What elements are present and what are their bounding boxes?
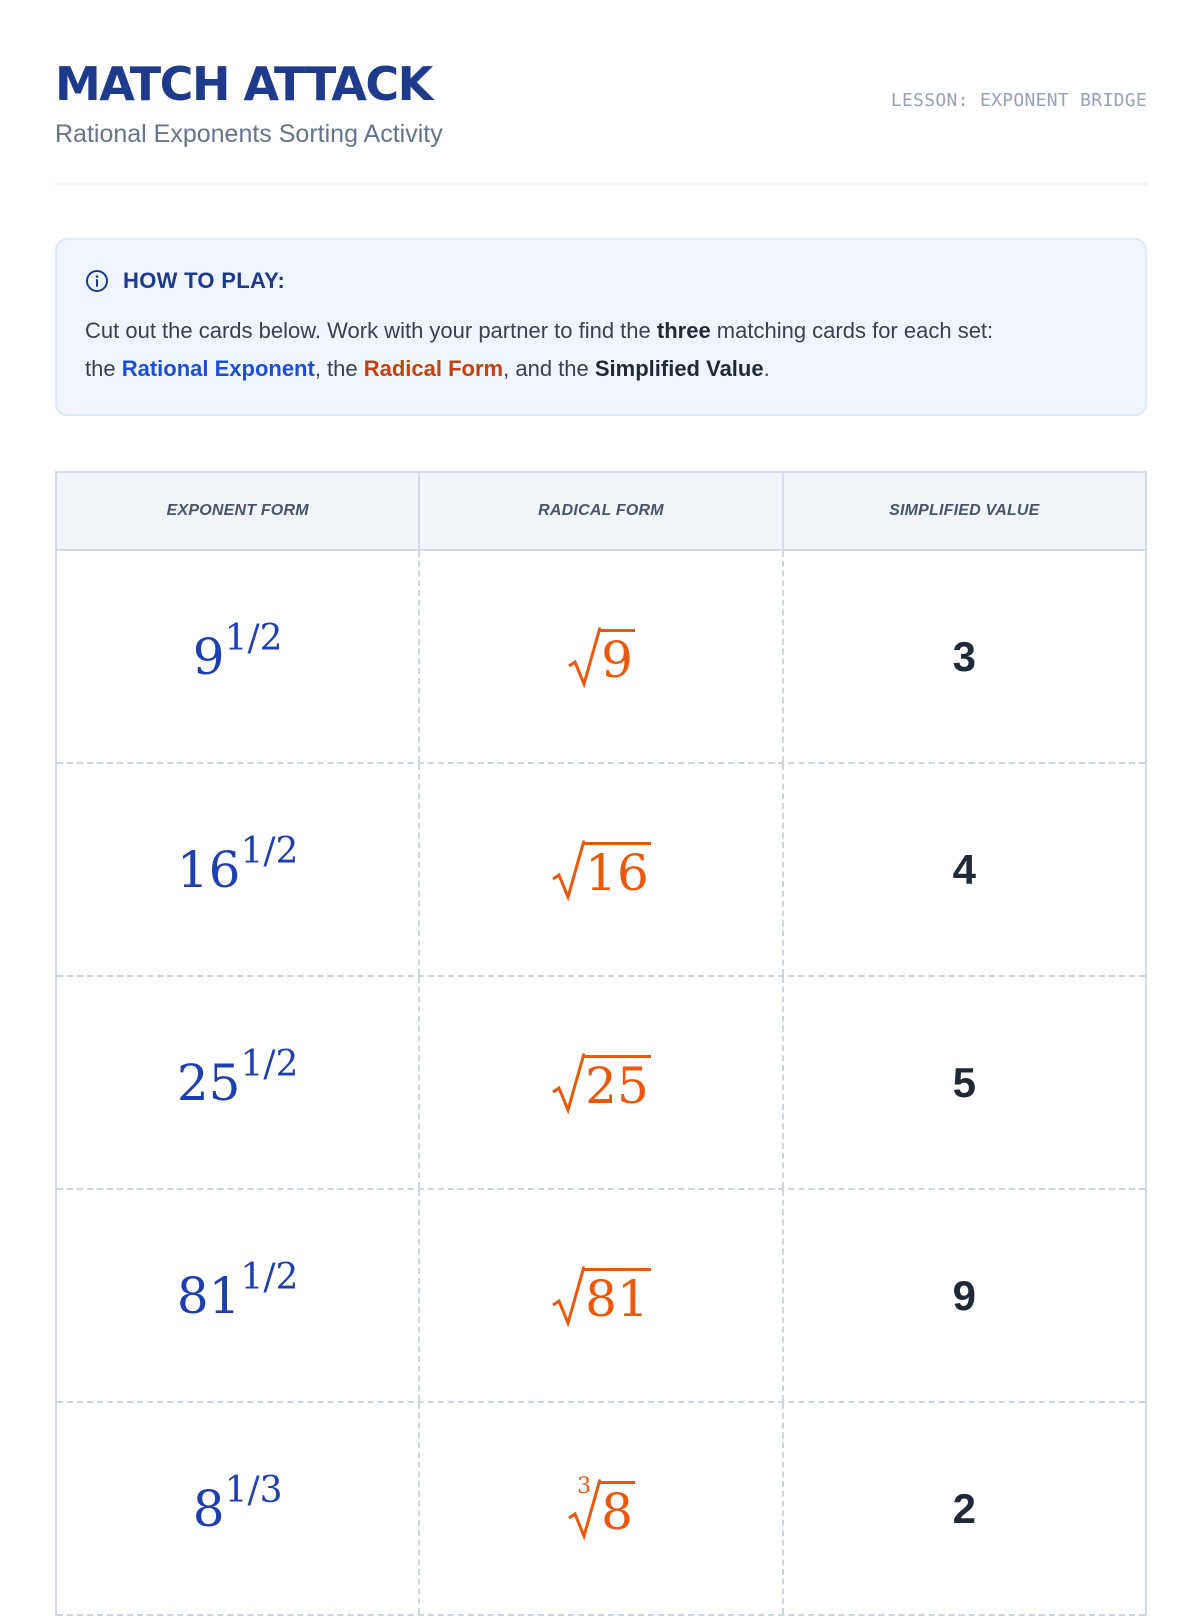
card-row xyxy=(57,764,1145,977)
radical-sign-icon xyxy=(551,1265,585,1327)
radical-expression xyxy=(551,1265,651,1327)
exponent-expression xyxy=(176,830,299,899)
exponent-expression xyxy=(192,617,283,686)
how-to-play-title: HOW TO PLAY: xyxy=(123,268,286,293)
radical-card[interactable] xyxy=(418,551,781,762)
radical-expression xyxy=(567,1473,635,1541)
radical-sign-icon xyxy=(567,626,601,688)
term-rational-exponent: Rational Exponent xyxy=(121,356,315,381)
simplified-value: 5 xyxy=(952,1058,976,1106)
simplified-value: 9 xyxy=(952,1271,976,1319)
card-row xyxy=(57,1403,1145,1616)
column-header-radical: RADICAL FORM xyxy=(418,473,781,549)
instruction-text: , and the xyxy=(503,356,595,381)
value-card[interactable] xyxy=(782,977,1145,1188)
column-header-exponent: EXPONENT FORM xyxy=(166,502,309,519)
radical-expression xyxy=(551,1052,651,1114)
instruction-emphasis: three xyxy=(656,318,711,343)
radical-index: 3 xyxy=(577,1473,592,1499)
exponent-base: 16 xyxy=(176,840,241,899)
radical-sign-icon xyxy=(551,839,585,901)
card-row xyxy=(57,551,1145,764)
radicand: 8 xyxy=(601,1482,633,1541)
value-card[interactable] xyxy=(782,551,1145,762)
radical-expression xyxy=(567,626,635,688)
value-card[interactable] xyxy=(782,764,1145,975)
exponent-power: 1/2 xyxy=(240,1256,299,1298)
card-row xyxy=(57,1190,1145,1403)
column-header-value: SIMPLIFIED VALUE xyxy=(782,473,1145,549)
exponent-base: 81 xyxy=(176,1266,241,1325)
how-to-play-text xyxy=(85,312,1117,388)
exponent-base: 9 xyxy=(192,627,225,686)
exponent-power: 1/2 xyxy=(224,617,283,659)
exponent-card[interactable] xyxy=(57,1403,418,1614)
page-title: MATCH ATTACK xyxy=(55,57,432,111)
term-radical-form: Radical Form xyxy=(363,356,504,381)
exponent-power: 1/3 xyxy=(224,1469,283,1511)
page-header xyxy=(55,0,1147,185)
instruction-text: Cut out the cards below. Work with your partner to find the xyxy=(85,318,657,343)
exponent-expression xyxy=(176,1043,299,1112)
exponent-card[interactable] xyxy=(57,1190,418,1401)
exponent-power: 1/2 xyxy=(240,1043,299,1085)
instruction-text: matching cards for each set: xyxy=(710,318,994,343)
exponent-base: 8 xyxy=(192,1479,225,1538)
simplified-value: 4 xyxy=(952,845,976,893)
radical-sign-icon xyxy=(551,1052,585,1114)
card-grid xyxy=(55,471,1147,1616)
radical-card[interactable] xyxy=(418,1403,781,1614)
radicand: 25 xyxy=(585,1056,649,1115)
simplified-value: 2 xyxy=(952,1484,976,1532)
instruction-text: . xyxy=(763,356,770,381)
exponent-card[interactable] xyxy=(57,764,418,975)
lesson-label: LESSON: EXPONENT BRIDGE xyxy=(890,90,1147,111)
simplified-value: 3 xyxy=(952,632,976,680)
worksheet-page xyxy=(55,0,1147,1541)
instruction-text: the xyxy=(85,356,122,381)
term-simplified-value: Simplified Value xyxy=(594,356,764,381)
radicand: 81 xyxy=(585,1269,649,1328)
exponent-expression xyxy=(176,1256,299,1325)
value-card[interactable] xyxy=(782,1403,1145,1614)
exponent-card[interactable] xyxy=(57,977,418,1188)
radical-card[interactable] xyxy=(418,977,781,1188)
radicand: 16 xyxy=(585,843,649,902)
card-rows xyxy=(57,551,1145,1616)
card-row xyxy=(57,977,1145,1190)
exponent-card[interactable] xyxy=(57,551,418,762)
how-to-play-header xyxy=(85,264,1117,298)
exponent-base: 25 xyxy=(176,1053,241,1112)
info-icon xyxy=(85,269,109,293)
instruction-text: , the xyxy=(314,356,364,381)
exponent-expression xyxy=(192,1469,283,1538)
radical-card[interactable] xyxy=(418,764,781,975)
value-card[interactable] xyxy=(782,1190,1145,1401)
radicand: 9 xyxy=(601,630,633,689)
exponent-power: 1/2 xyxy=(240,830,299,872)
radical-expression xyxy=(551,839,651,901)
card-grid-header xyxy=(57,471,1145,551)
radical-card[interactable] xyxy=(418,1190,781,1401)
how-to-play-box xyxy=(55,238,1147,416)
page-subtitle: Rational Exponents Sorting Activity xyxy=(55,120,443,148)
